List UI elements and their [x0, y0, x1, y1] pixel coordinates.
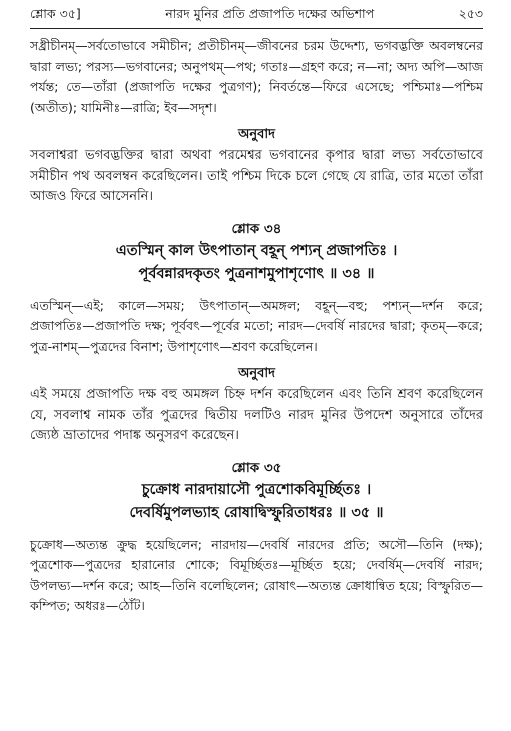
translation-paragraph: এই সময়ে প্রজাপতি দক্ষ বহু অমঙ্গল চিহ্ন দর্শন করেছিলেন এবং তিনি শ্রবণ করেছিলেন যে, সবলাশ্ব নামক তাঁর পুত্রদের দ্বিতীয় দলটিও নারদ মুনির উপদেশ অনুসারে তাঁদের জ্যেষ্ঠ ভ্রাতাদের পদাঙ্ক অনুসরণ করেছেন। [30, 387, 483, 443]
page-header [30, 6, 483, 26]
translation-heading: অনুবাদ [238, 366, 275, 381]
synonyms-paragraph: সধ্রীচীনম্—সর্বতোভাবে সমীচীন; প্রতীচীনম্—জীবনের চরম উদ্দেশ্য, ভগবদ্ভক্তি অবলম্বনের দ্বারা লভ্য; পরস্য—ভগবানের; অনুপথম্—পথ; গতাঃ—গ্রহণ করে; ন—না; অদ্য অপি—আজ পর্যন্ত; তে—তাঁরা (প্রজাপতি দক্ষের পুত্রগণ); নিবর্তন্তে—ফিরে এসেছে; পশ্চিমাঃ—পশ্চিম (অতীত); যামিনীঃ—রাত্রি; ইব—সদৃশ। [30, 38, 483, 115]
synonyms-paragraph: চুক্রোধ—অত্যন্ত ক্রুদ্ধ হয়েছিলেন; নারদায়—দেবর্ষি নারদের প্রতি; অসৌ—তিনি (দক্ষ); পুত্রশোক—পুত্রদের হারানোর শোকে; বিমূর্চ্ছিতঃ—মূর্চ্ছিত হয়ে; দেবর্ষিম্—দেবর্ষি নারদ; উপলভ্য—দর্শন করে; আহ—তিনি বলেছিলেন; রোষাৎ—অত্যন্ত ক্রোধান্বিত হয়ে; বিস্ফুরিত—কম্পিত; অধরঃ—ঠোঁট। [30, 536, 483, 613]
verse-heading: শ্লোক ৩৫ [231, 459, 282, 476]
header-divider [30, 28, 483, 29]
verse-range-label: শ্লোক ৩৫] [30, 6, 81, 21]
verse-line: পূর্ববন্নারদকৃতং পুত্রনাশমুপাশৃণোৎ ॥ ৩৪ ॥ [138, 265, 375, 282]
verse-line: দেবর্ষিমুপলভ্যাহ রোষাদ্বিস্ফুরিতাধরঃ ॥ ৩৫ ॥ [129, 504, 384, 521]
verse-line: চুক্রোধ নারদায়াসৌ পুত্রশোকবিমূর্চ্ছিতঃ । [141, 481, 372, 498]
chapter-title: নারদ মুনির প্রতি প্রজাপতি দক্ষের অভিশাপ [165, 6, 375, 21]
page-number: ২৫৩ [458, 6, 483, 21]
verse-line: এতস্মিন্ কাল উৎপাতান্ বহূন্ পশ্যন্ প্রজাপতিঃ । [115, 242, 398, 259]
synonyms-paragraph: এতস্মিন্—এই; কালে—সময়; উৎপাতান্—অমঙ্গল; বহূন্—বহু; পশ্যন্—দর্শন করে; প্রজাপতিঃ—প্রজাপতি দক্ষ; পূর্ববৎ—পূর্বের মতো; নারদ—দেবর্ষি নারদের দ্বারা; কৃতম্—করে; পুত্র-নাশম্—পুত্রদের বিনাশ; উপাশৃণোৎ—শ্রবণ করেছিলেন। [30, 297, 483, 354]
verse-heading: শ্লোক ৩৪ [231, 220, 282, 237]
translation-heading: অনুবাদ [238, 127, 275, 142]
translation-paragraph: সবলাশ্বরা ভগবদ্ভক্তির দ্বারা অথবা পরমেশ্বর ভগবানের কৃপার দ্বারা লভ্য সর্বতোভাবে সমীচীন পথ অবলম্বন করেছিলেন। তাই পশ্চিম দিকে চলে গেছে যে রাত্রি, তার মতো তাঁরা আজও ফিরে আসেননি। [30, 148, 483, 204]
